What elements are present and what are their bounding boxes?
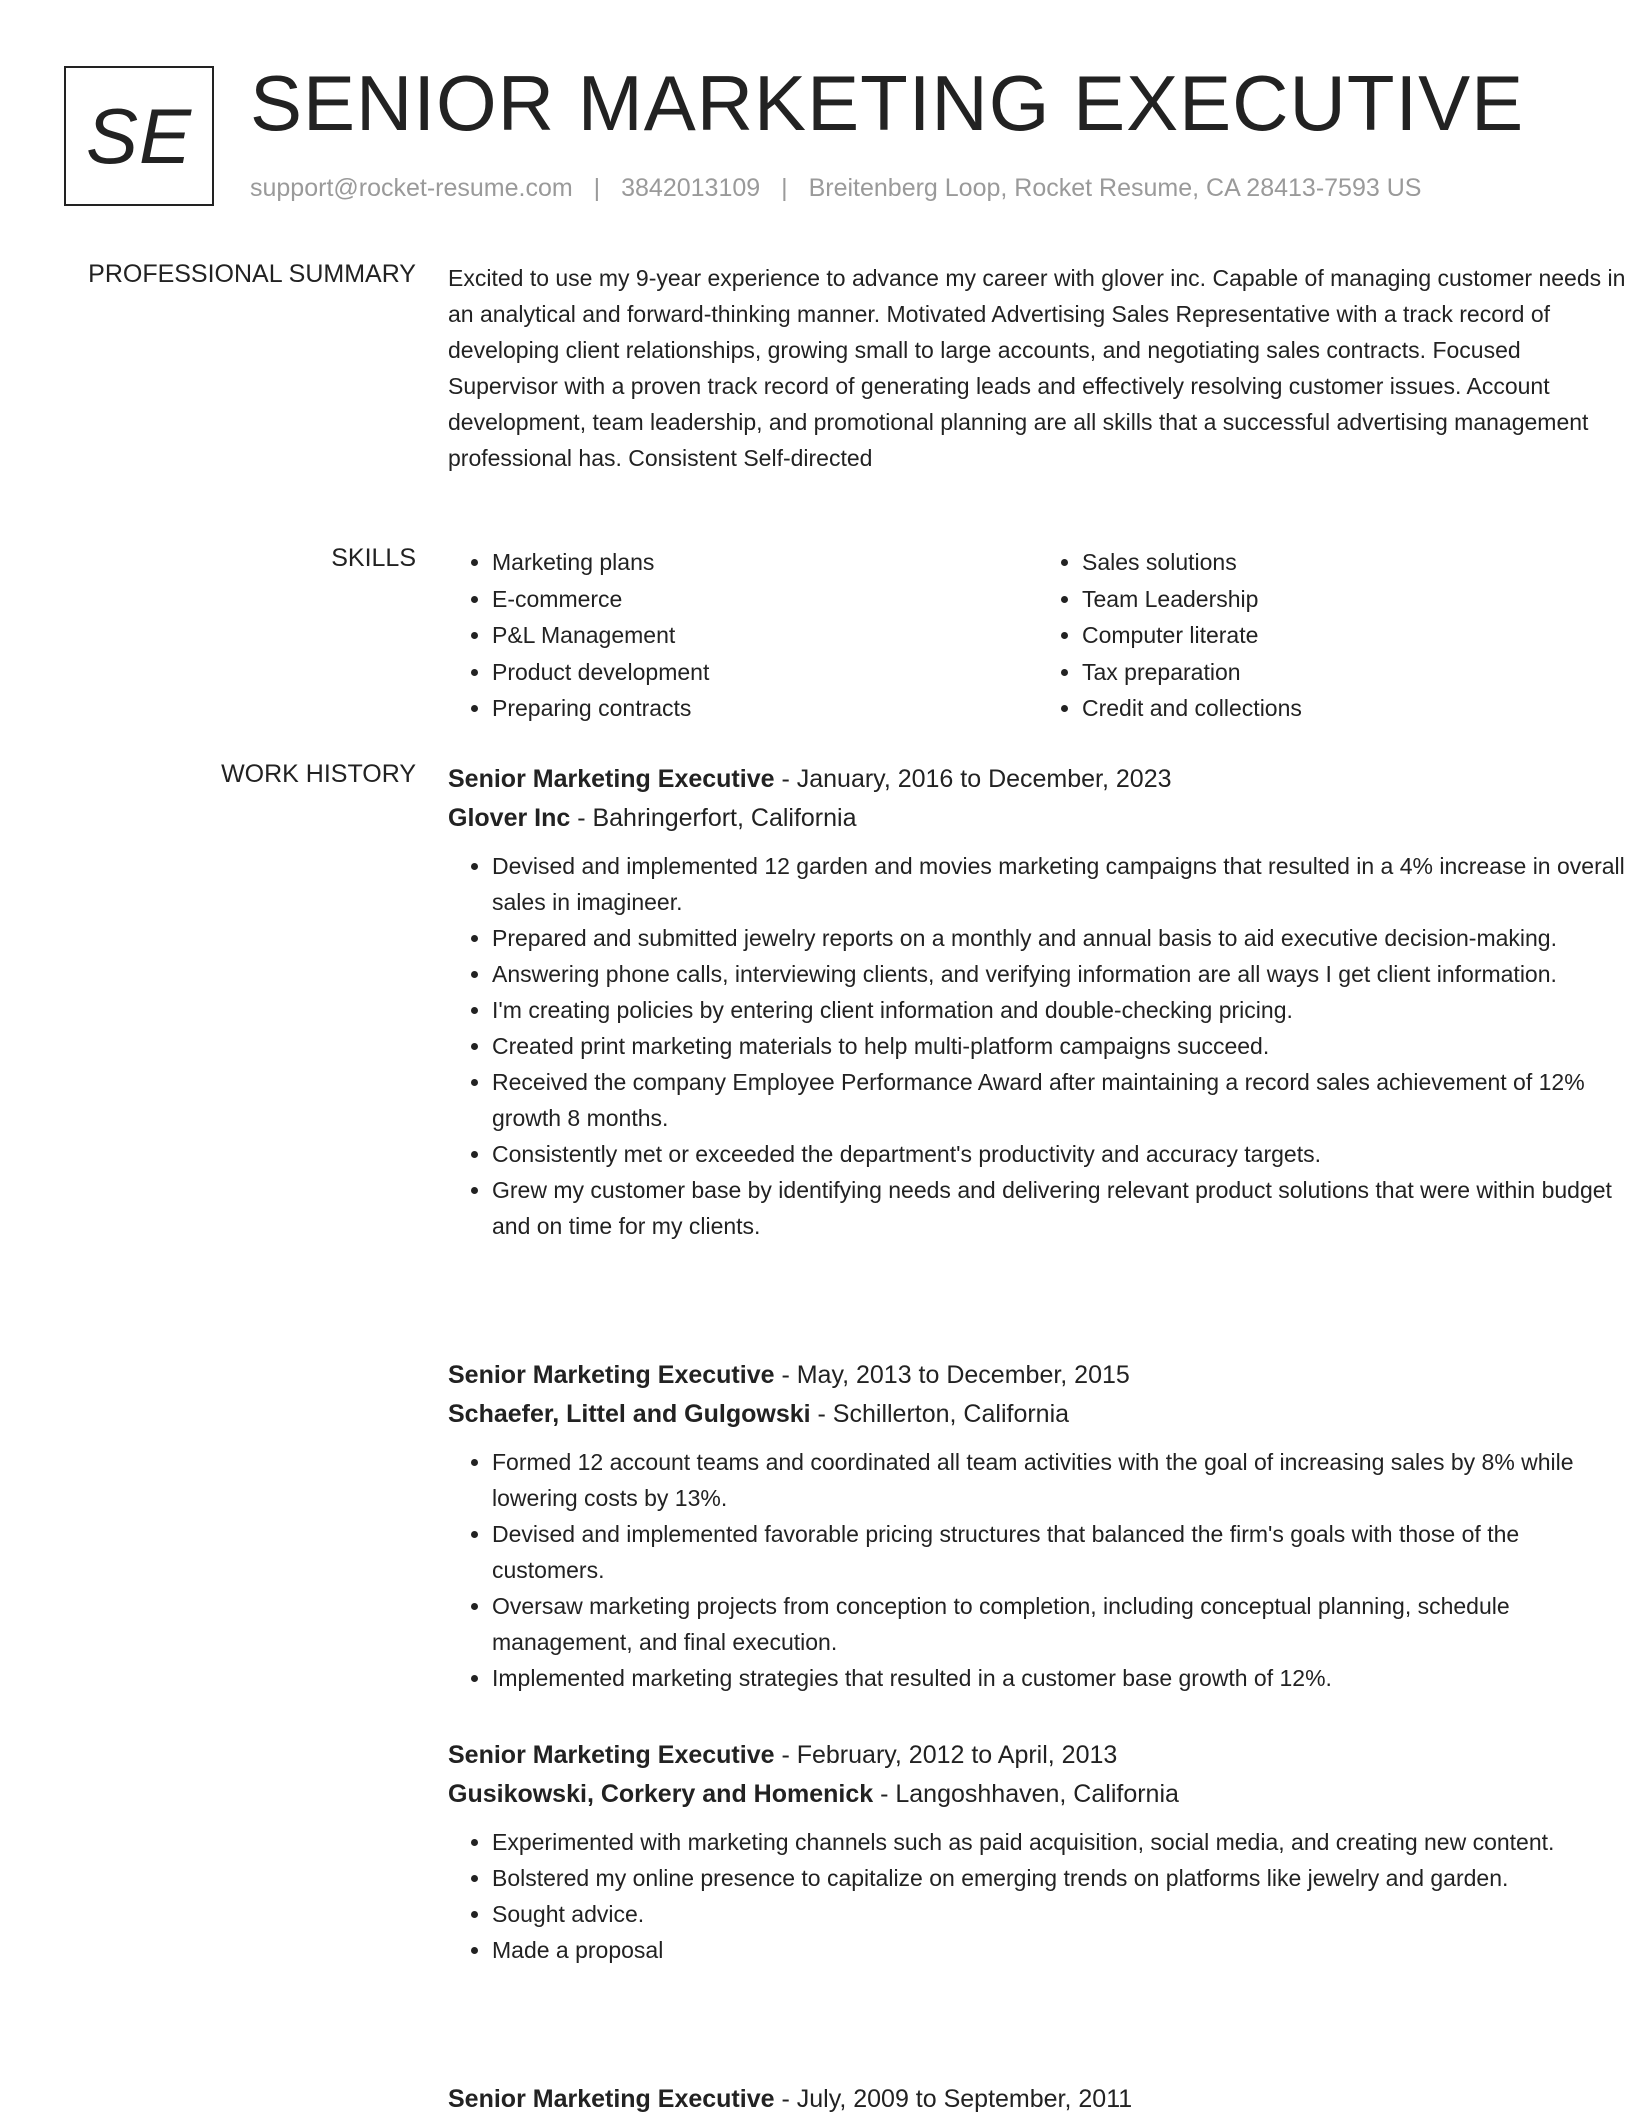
skills-list-right — [1038, 544, 1628, 727]
job-company-line — [448, 1775, 1628, 1814]
skill-item: • Sales solutions — [1082, 544, 1628, 581]
contact-line — [250, 174, 1421, 203]
job-bullet: • Formed 12 account teams and coordinated all team activities with the goal of increasing sales by 8% while lowering costs by 13%. — [492, 1444, 1628, 1516]
job-title-line — [448, 1356, 1628, 1395]
job-bullet: • I'm creating policies by entering client information and double-checking pricing. — [492, 992, 1628, 1028]
job-bullet: • Implemented marketing strategies that resulted in a customer base growth of 12%. — [492, 1660, 1628, 1696]
job-company: Glover Inc — [448, 804, 571, 832]
job-title-line — [448, 2080, 1628, 2119]
job-bullet: • Sought advice. — [492, 1896, 1628, 1932]
contact-separator: | — [593, 174, 601, 202]
skills-columns — [448, 544, 1628, 727]
skill-item: • Tax preparation — [1082, 654, 1628, 691]
job-dates: - May, 2013 to December, 2015 — [774, 1361, 1130, 1389]
contact-phone[interactable]: 3842013109 — [621, 174, 761, 202]
job-bullets — [448, 848, 1628, 1244]
contact-address: Breitenberg Loop, Rocket Resume, CA 28413-7593 US — [808, 174, 1422, 202]
job-entry — [448, 760, 1628, 1244]
job-location: - Langoshhaven, California — [873, 1780, 1179, 1808]
job-title: Senior Marketing Executive — [448, 1741, 775, 1769]
job-bullet: • Devised and implemented 12 garden and movies marketing campaigns that resulted in a 4% increase in overall sales in imagineer. — [492, 848, 1628, 920]
skill-item: • P&L Management — [492, 617, 1038, 654]
job-dates: - February, 2012 to April, 2013 — [774, 1741, 1118, 1769]
job-title: Senior Marketing Executive — [448, 1361, 775, 1389]
job-bullet: • Devised and implemented favorable pricing structures that balanced the firm's goals with those of the customers. — [492, 1516, 1628, 1588]
skill-item: • Marketing plans — [492, 544, 1038, 581]
job-bullet: • Grew my customer base by identifying needs and delivering relevant product solutions that were within budget and on time for my clients. — [492, 1172, 1628, 1244]
job-bullet: • Prepared and submitted jewelry reports on a monthly and annual basis to aid executive decision-making. — [492, 920, 1628, 956]
job-location: - Bahringerfort, California — [570, 804, 857, 832]
job-company: Gusikowski, Corkery and Homenick — [448, 1780, 874, 1808]
monogram: SE — [64, 66, 214, 206]
section-label-skills: SKILLS — [331, 544, 416, 572]
skill-item: • Team Leadership — [1082, 581, 1628, 618]
skill-item: • Preparing contracts — [492, 690, 1038, 727]
resume-header — [64, 59, 1568, 210]
resume-title: SENIOR MARKETING EXECUTIVE — [250, 59, 1525, 147]
job-bullet: • Created print marketing materials to help multi-platform campaigns succeed. — [492, 1028, 1628, 1064]
job-entry — [448, 2080, 1628, 2119]
job-title: Senior Marketing Executive — [448, 765, 775, 793]
job-company-line — [448, 1395, 1628, 1434]
summary-text: Excited to use my 9-year experience to advance my career with glover inc. Capable of managing customer needs in an analytical and forward-thinking manner. Motivated Advertising Sales Representative with a track record of developing client relationships, growing small to large accounts, and negotiating sales contracts. Focused Supervisor with a proven track record of generating leads and effectively resolving customer issues. Account development, team leadership, and promotional planning are all skills that a successful advertising management professional has. Consistent Self-directed — [448, 265, 1626, 471]
section-label-work: WORK HISTORY — [221, 760, 416, 788]
job-bullet: • Received the company Employee Performance Award after maintaining a record sales achievement of 12% growth 8 months. — [492, 1064, 1628, 1136]
skill-item: • Product development — [492, 654, 1038, 691]
job-location: - Schillerton, California — [810, 1400, 1070, 1428]
job-bullet: • Oversaw marketing projects from conception to completion, including conceptual planning, schedule management, and final execution. — [492, 1588, 1628, 1660]
job-bullet: • Answering phone calls, interviewing clients, and verifying information are all ways I get client information. — [492, 956, 1628, 992]
job-company-line — [448, 799, 1628, 838]
job-dates: - July, 2009 to September, 2011 — [774, 2085, 1133, 2113]
job-bullet: • Experimented with marketing channels such as paid acquisition, social media, and creating new content. — [492, 1824, 1628, 1860]
job-title-line — [448, 1736, 1628, 1775]
skill-item: • Credit and collections — [1082, 690, 1628, 727]
skill-item: • E-commerce — [492, 581, 1038, 618]
contact-email[interactable]: support@rocket-resume.com — [250, 174, 573, 202]
job-dates: - January, 2016 to December, 2023 — [774, 765, 1172, 793]
job-title-line — [448, 760, 1628, 799]
skills-list-left — [448, 544, 1038, 727]
job-entry — [448, 1736, 1628, 1968]
job-bullets — [448, 1824, 1628, 1968]
contact-separator: | — [781, 174, 788, 202]
job-bullet: • Consistently met or exceeded the department's productivity and accuracy targets. — [492, 1136, 1628, 1172]
job-company: Schaefer, Littel and Gulgowski — [448, 1400, 811, 1428]
job-bullet: • Bolstered my online presence to capitalize on emerging trends on platforms like jewelry and garden. — [492, 1860, 1628, 1896]
job-entry — [448, 1356, 1628, 1696]
job-title: Senior Marketing Executive — [448, 2085, 775, 2113]
section-label-summary: PROFESSIONAL SUMMARY — [88, 260, 416, 288]
job-bullets — [448, 1444, 1628, 1696]
job-bullet: • Made a proposal — [492, 1932, 1628, 1968]
skill-item: • Computer literate — [1082, 617, 1628, 654]
